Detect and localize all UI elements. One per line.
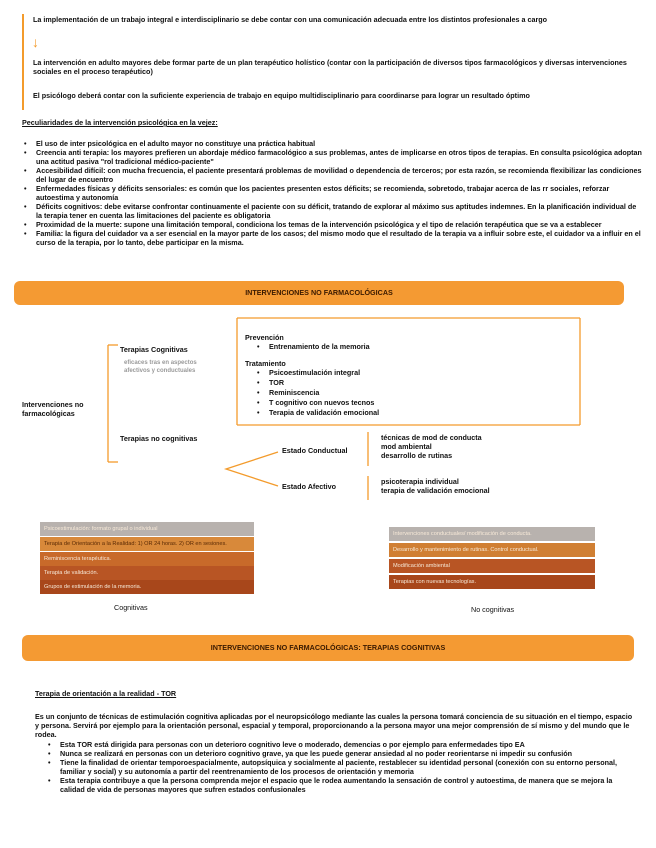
noncognitive-bar-item: Modificación ambiental (389, 559, 595, 573)
list-item: • Entrenamiento de la memoria (257, 342, 457, 351)
banner-title: INTERVENCIONES NO FARMACOLÓGICAS: TERAPIAS COGNITIVAS (210, 643, 446, 652)
afectivo-list (381, 477, 531, 495)
list-item: psicoterapia individual (381, 477, 459, 486)
list-item: • Esta TOR está dirigida para personas con un deterioro cognitivo leve o moderado, demencias o por ejemplo para enfermedades tipo EA (48, 740, 636, 749)
cognitive-bar-item: Psicoestimulación: formato grupal o individual (40, 522, 254, 536)
afectivo-label: Estado Afectivo (282, 482, 337, 491)
peculiaridades-title: Peculiaridades de la intervención psicológica en la vejez: (22, 118, 218, 127)
list-item: mod ambiental (381, 442, 432, 451)
list-item: desarrollo de rutinas (381, 451, 453, 460)
cognitive-bar-item: Terapia de validación. (40, 566, 254, 580)
conductual-list (381, 433, 531, 460)
tratamiento-list (257, 368, 457, 418)
list-item: • Accesibilidad difícil: con mucha frecuencia, el paciente presentará problemas de movilidad o dependencia de terceros; por esta razón, se recomienda flexibilizar las condiciones del lugar de encuentro (24, 166, 642, 184)
cognitive-note: eficaces tras en aspectos afectivos y conductuales (124, 360, 197, 374)
tor-title: Terapia de orientación a la realidad - TOR (35, 689, 177, 698)
list-item: • Reminiscencia (257, 388, 457, 398)
tree-root-label: Intervenciones no farmacológicas (22, 400, 84, 418)
cognitive-therapies-label: Terapias Cognitivas (120, 345, 188, 354)
list-item: • Nunca se realizará en personas con un deterioro cognitivo grave, ya que les puede generar ansiedad al no poder reorientarse ni impedir su confusión (48, 749, 636, 758)
list-item: técnicas de mod de conducta (381, 433, 482, 442)
prevencion-label: Prevención (245, 333, 284, 342)
cognitive-bar-item: Reminiscencia terapéutica. (40, 552, 254, 566)
list-item: • TOR (257, 378, 457, 388)
tratamiento-label: Tratamiento (245, 359, 286, 368)
list-item: • Enfermedades físicas y déficits sensoriales: es común que los pacientes presenten estos déficits; se recomienda, sobretodo, trabajar acerca de las rr sociales, reforzar autoestima y autonomía (24, 184, 642, 202)
list-item: • Terapia de validación emocional (257, 408, 457, 418)
list-item: • Psicoestimulación integral (257, 368, 457, 378)
noncognitive-bar-item: Desarrollo y mantenimiento de rutinas. Control conductual. (389, 543, 595, 557)
noncognitive-bar-item: Intervenciones conductuales/ modificación de conducta. (389, 527, 595, 541)
down-arrow-icon: ↓ (32, 34, 39, 50)
noncognitive-therapies-label: Terapias no cognitivas (120, 434, 198, 443)
cognitive-bar-item: Grupos de estimulación de la memoria. (40, 580, 254, 594)
list-item: • Proximidad de la muerte: supone una limitación temporal, condiciona los temas de la intervención psicológica y el tipo de relación terapéutica que se va a establecer (24, 220, 642, 229)
banner-title: INTERVENCIONES NO FARMACOLÓGICAS (245, 288, 393, 297)
cognitivas-caption: Cognitivas (114, 603, 148, 612)
cognitive-bar-item: Terapia de Orientación a la Realidad: 1) OR 24 horas. 2) OR en sesiones. (40, 537, 254, 551)
list-item: • Déficits cognitivos: debe evitarse confrontar continuamente el paciente con su déficit, tratando de explorar al máximo sus aptitudes indemnes. En la planificación individual de la terapia tener en cuenta las limitaciones del paciente es obligatoria (24, 202, 642, 220)
noncognitive-bar-item: Terapias con nuevas tecnologías. (389, 575, 595, 589)
banner-terapias-cognitivas (22, 635, 634, 661)
list-item: • El uso de inter psicológica en el adulto mayor no constituye una práctica habitual (24, 139, 642, 148)
prevencion-list (257, 342, 457, 351)
list-item: terapia de validación emocional (381, 486, 490, 495)
conductual-label: Estado Conductual (282, 446, 348, 455)
list-item: • Creencia anti terapia: los mayores prefieren un abordaje médico farmacológico a sus problemas, antes de implicarse en otros tipos de terapias. En consulta psicológica adoptan una actitud pasiva "rol tradicional médico-paciente" (24, 148, 642, 166)
tor-intro: Es un conjunto de técnicas de estimulación cognitiva aplicadas por el neuropsicólogo mediante las cuales la persona tomará conciencia de su situación en el tiempo, espacio y persona. Servirá por ejemplo para la orientación personal, espacial y temporal, proporcionando a la persona mayor una mejor comprensión de sí mismo y del mundo que le rodea. (35, 712, 633, 739)
nocognitivas-caption: No cognitivas (471, 605, 515, 614)
intro-paragraph-2: La intervención en adulto mayores debe formar parte de un plan terapéutico holístico (contar con la participación de diversos tipos farmacológicos y diversas intervenciones sociales en el proceso terapéutico) (33, 58, 627, 76)
list-item: • Tiene la finalidad de orientar temporoespacialmente, autopsíquica y socialmente al paciente, restablecer su identidad personal (conexión con su entorno personal, familiar y social) y su autonomía a partir del reentrenamiento de los procesos de orientación y memoria (48, 758, 636, 776)
tor-list (48, 740, 636, 794)
intro-paragraph-3: El psicólogo deberá contar con la suficiente experiencia de trabajo en equipo multidisciplinario para coordinarse para lograr un resultado óptimo (33, 91, 530, 100)
list-item: • Familia: la figura del cuidador va a ser esencial en la mayor parte de los casos; del mismo modo que el resultado de la terapia va a influir sobre este, el cuidador va a influir en el curso de la terapia, por lo tanto, debe participar en la misma. (24, 229, 642, 247)
list-item: • Esta terapia contribuye a que la persona comprenda mejor el espacio que le rodea aumentando la sensación de control y autoestima, de manera que se mejora la calidad de vida de personas mayores que sufren estados confusionales (48, 776, 636, 794)
list-item: • T cognitivo con nuevos tecnos (257, 398, 457, 408)
intro-paragraph-1: La implementación de un trabajo integral e interdisciplinario se debe contar con una comunicación adecuada entre los distintos profesionales a cargo (33, 15, 548, 24)
